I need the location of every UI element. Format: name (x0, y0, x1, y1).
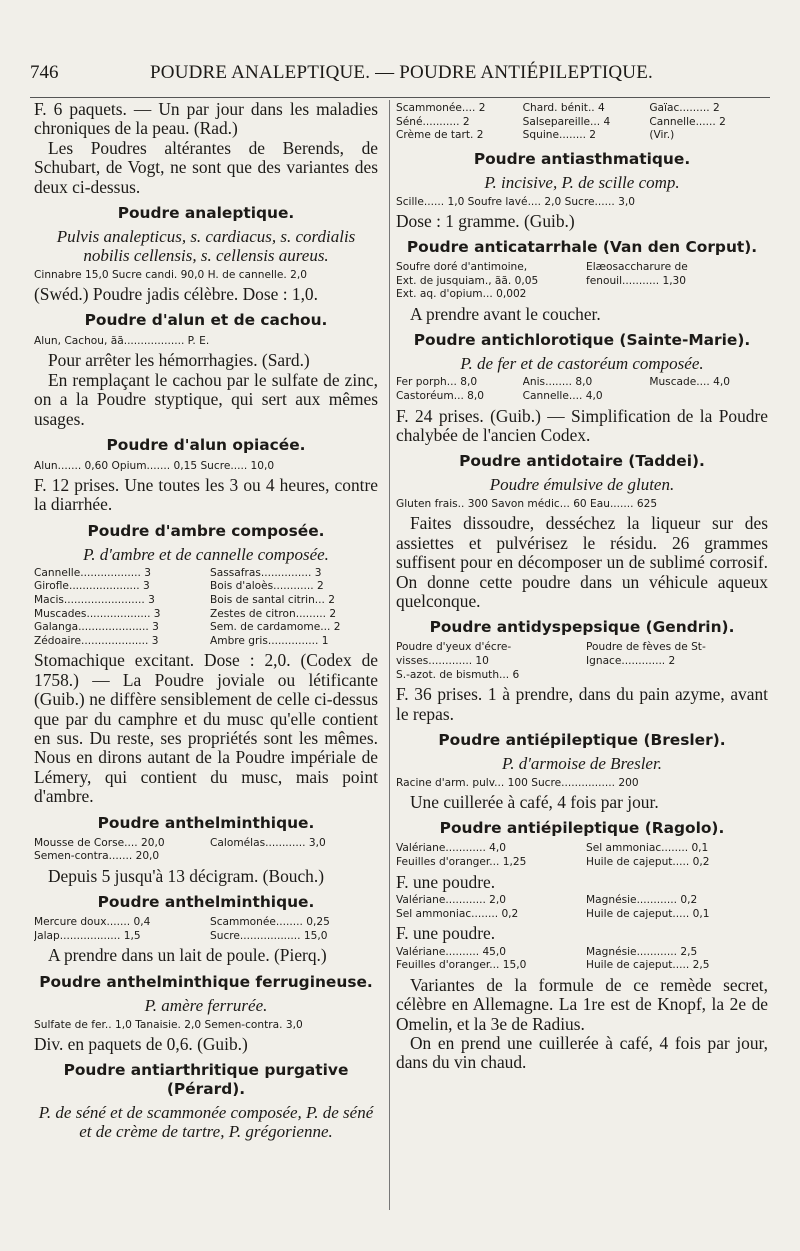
ingredient-cell: Feuilles d'oranger... 15,0 (396, 959, 527, 972)
ingredient-cell: Poudre de fèves de St- (586, 641, 706, 654)
synonyms-line: P. d'armoise de Bresler. (502, 754, 662, 773)
ingredient-cell: Bois de santal citrin... 2 (210, 594, 336, 607)
ingredient-cell: Crème de tart. 2 (396, 129, 484, 142)
ingredient-cell: S.-azot. de bismuth... 6 (396, 668, 520, 681)
formula-table (396, 376, 768, 403)
synonyms-line: P. amère ferrurée. (144, 995, 268, 1015)
ingredient-cell: Bois d'aloès............ 2 (210, 580, 324, 593)
section-heading: Poudre antiasthmatique. (473, 149, 691, 168)
synonyms-line: Poudre émulsive de gluten. (489, 475, 675, 495)
left-column (34, 100, 378, 1144)
formula-table (34, 567, 378, 649)
paragraph: Stomachique excitant. Dose : 2,0. (Codex de 1758.) — La Poudre joviale ou létificante (Guib.) ne diffère sensiblement de celle ci-dessus que par du camphre et du musc qu'elle contient en sus. Du reste, ses propriétés sont les mêmes. Nous en dirons autant de la Poudre impériale de Lémery, qui contient du musc, mais point d'ambre. (34, 650, 378, 807)
formula-table (396, 102, 768, 143)
paragraph: Div. en paquets de 0,6. (Guib.) (34, 1033, 248, 1054)
formula-table (396, 842, 768, 869)
ingredient-cell: Ext. de jusquiam., ãã. 0,05 (396, 274, 539, 287)
ingredient-cell (586, 288, 768, 302)
ingredient-cell: visses............. 10 (396, 655, 489, 667)
ingredient-cell: Huile de cajeput..... 2,5 (586, 959, 710, 972)
ingredient-cell: Muscade.... 4,0 (649, 376, 730, 389)
ingredient-cell: Muscades................... 3 (34, 607, 161, 620)
ingredient-cell: Jalap.................. 1,5 (34, 929, 141, 942)
formula-table (34, 916, 378, 943)
header-rule (30, 97, 770, 98)
section-heading: Poudre antiarthritique purgative (Pérard). (63, 1061, 349, 1099)
section-heading: Poudre antiépileptique (Bresler). (438, 731, 726, 749)
ingredient-cell: fenouil........... 1,30 (586, 274, 687, 287)
ingredient-cell: Anis........ 8,0 (522, 376, 593, 389)
ingredient-cell: Mercure doux....... 0,4 (34, 916, 151, 929)
paragraph: A prendre avant le coucher. (410, 303, 601, 324)
ingredient-cell: Cannelle.................. 3 (34, 566, 151, 579)
ingredient-cell: Salsepareille... 4 (522, 115, 611, 128)
section-heading: Poudre d'alun opiacée. (106, 436, 306, 455)
column-divider (389, 100, 390, 1210)
ingredient-cell: Scammonée........ 0,25 (210, 916, 330, 929)
formula-line: Alun, Cachou, ãã.................. P. E. (34, 335, 210, 348)
paragraph: Variantes de la formule de ce remède secret, célèbre en Allemagne. La 1re est de Knopf, la 2e de Omelin, et la 3e de Radius. (396, 974, 768, 1034)
page-header (30, 62, 770, 92)
synonyms-line: P. de fer et de castoréum composée. (460, 354, 704, 374)
ingredient-cell: Macis........................ 3 (34, 594, 155, 607)
ingredient-cell: (Vir.) (649, 129, 675, 142)
section-heading: Poudre antiépileptique (Ragolo). (439, 819, 725, 838)
formula-line: Alun....... 0,60 Opium....... 0,15 Sucre..... 10,0 (34, 460, 275, 473)
section-heading: Poudre antichlorotique (Sainte-Marie). (413, 331, 751, 350)
ingredient-cell: Huile de cajeput..... 0,2 (586, 856, 710, 868)
formula-table (396, 261, 768, 302)
synonyms-line: Pulvis analepticus, s. cardiacus, s. cordialis nobilis cellensis, s. cellensis aureus. (56, 227, 356, 266)
formula-table (396, 946, 768, 973)
section-heading: Poudre anthelminthique. (97, 813, 315, 832)
paragraph: F. 12 prises. Une toutes les 3 ou 4 heures, contre la diarrhée. (34, 475, 378, 515)
ingredient-cell: Valériane............ 4,0 (396, 842, 507, 855)
ingredient-cell: Valériane............ 2,0 (396, 894, 507, 906)
ingredient-cell: Magnésie............ 0,2 (586, 894, 698, 906)
paragraph: F. 6 paquets. — Un par jour dans les maladies chroniques de la peau. (Rad.) (34, 99, 378, 139)
section-heading: Poudre anticatarrhale (Van den Corput). (406, 238, 758, 257)
ingredient-cell: Elæosaccharure de (586, 261, 688, 274)
ingredient-cell: Galanga..................... 3 (34, 621, 159, 634)
ingredient-cell: Semen-contra....... 20,0 (34, 850, 160, 863)
ingredient-cell: Sel ammoniac........ 0,1 (586, 842, 709, 855)
ingredient-cell: Ignace............. 2 (586, 655, 676, 667)
formula-line: Racine d'arm. pulv... 100 Sucre................ 200 (396, 777, 639, 789)
section-heading: Poudre anthelminthique. (97, 893, 315, 912)
ingredient-cell: Sel ammoniac........ 0,2 (396, 907, 519, 920)
paragraph: Depuis 5 jusqu'à 13 décigram. (Bouch.) (48, 865, 325, 886)
ingredient-cell: Ambre gris............... 1 (210, 634, 329, 647)
ingredient-cell: Girofle..................... 3 (34, 580, 150, 593)
ingredient-cell: Séné........... 2 (396, 115, 470, 128)
paragraph: A prendre dans un lait de poule. (Pierq.) (48, 945, 327, 966)
ingredient-cell: Mousse de Corse.... 20,0 (34, 836, 165, 849)
ingredient-cell: Gaïac......... 2 (649, 102, 720, 114)
paragraph: Une cuillerée à café, 4 fois par jour. (410, 792, 659, 812)
ingredient-cell: Magnésie............ 2,5 (586, 945, 698, 958)
formula-line: Sulfate de fer.. 1,0 Tanaisie. 2,0 Semen-contra. 3,0 (34, 1018, 303, 1031)
ingredient-cell (586, 669, 768, 683)
ingredient-cell: Fer porph... 8,0 (396, 376, 478, 389)
synonyms-line: P. incisive, P. de scille comp. (484, 172, 680, 192)
paragraph: Pour arrêter les hémorrhagies. (Sard.) (48, 350, 310, 371)
ingredient-cell: Cannelle...... 2 (649, 115, 726, 128)
synonyms-line: P. de séné et de scammonée composée, P. de séné et de crème de tartre, P. grégorienne. (38, 1103, 374, 1142)
ingredient-cell: Soufre doré d'antimoine, (396, 261, 528, 274)
section-heading: Poudre d'alun et de cachou. (84, 311, 328, 330)
ingredient-cell: Poudre d'yeux d'écre- (396, 641, 512, 654)
paragraph: Les Poudres altérantes de Berends, de Schubart, de Vogt, ne sont que des variantes des deux ci-dessus. (34, 137, 378, 197)
ingredient-cell: Huile de cajeput..... 0,1 (586, 907, 710, 920)
paragraph: On en prend une cuillerée à café, 4 fois par jour, dans du vin chaud. (396, 1033, 768, 1073)
paragraph: F. 24 prises. (Guib.) — Simplification de la Poudre chalybée de l'ancien Codex. (396, 405, 768, 445)
ingredient-cell: Chard. bénit.. 4 (522, 102, 605, 114)
ingredient-cell: Calomélas............ 3,0 (210, 836, 326, 849)
ingredient-cell: Sucre.................. 15,0 (210, 929, 328, 942)
ingredient-cell: Valériane.......... 45,0 (396, 945, 507, 958)
section-heading: Poudre antidotaire (Taddei). (459, 452, 705, 471)
ingredient-cell: Feuilles d'oranger... 1,25 (396, 856, 527, 868)
running-head: POUDRE ANALEPTIQUE. — POUDRE ANTIÉPILEPTIQUE. (150, 62, 653, 83)
paragraph: F. une poudre. (396, 923, 496, 944)
ingredient-cell: Ext. aq. d'opium... 0,002 (396, 288, 527, 301)
ingredient-cell (210, 850, 378, 864)
synonyms-line: P. d'ambre et de cannelle composée. (83, 544, 329, 564)
paragraph: Dose : 1 gramme. (Guib.) (396, 210, 575, 231)
paragraph: En remplaçant le cachou par le sulfate de zinc, on a la Poudre styptique, qui sert aux mêmes usages. (34, 369, 378, 429)
formula-table (396, 641, 768, 682)
section-heading: Poudre d'ambre composée. (87, 521, 325, 540)
ingredient-cell: Zestes de citron......... 2 (210, 607, 337, 620)
ingredient-cell: Sassafras............... 3 (210, 566, 322, 579)
paragraph: F. une poudre. (396, 871, 496, 892)
formula-table (396, 894, 768, 921)
section-heading: Poudre antidyspepsique (Gendrin). (429, 618, 735, 637)
ingredient-cell: Castoréum... 8,0 (396, 389, 485, 402)
ingredient-cell (649, 390, 768, 404)
paragraph: Faites dissoudre, desséchez la liqueur sur des assiettes et pulvérisez le résidu. 26 grammes suffisent pour en décomposer un de sublimé corrosif. On donne cette poudre dans un véhicule aqueux quelconque. (396, 513, 768, 611)
formula-table (34, 837, 378, 864)
ingredient-cell: Squine........ 2 (522, 129, 597, 142)
formula-line: Scille...... 1,0 Soufre lavé.... 2,0 Sucre...... 3,0 (396, 195, 635, 208)
formula-line: Cinnabre 15,0 Sucre candi. 90,0 H. de cannelle. 2,0 (34, 269, 307, 282)
right-column (396, 100, 768, 1073)
paragraph: F. 36 prises. 1 à prendre, dans du pain azyme, avant le repas. (396, 684, 768, 724)
section-heading: Poudre analeptique. (117, 204, 295, 223)
ingredient-cell: Zédoaire.................... 3 (34, 634, 159, 647)
page-number: 746 (30, 62, 59, 83)
ingredient-cell: Scammonée.... 2 (396, 102, 486, 114)
formula-line: Gluten frais.. 300 Savon médic... 60 Eau....... 625 (396, 498, 658, 511)
ingredient-cell: Sem. de cardamome... 2 (210, 621, 341, 634)
paragraph: (Swéd.) Poudre jadis célèbre. Dose : 1,0. (34, 284, 318, 305)
ingredient-cell: Cannelle.... 4,0 (522, 389, 603, 402)
section-heading: Poudre anthelminthique ferrugineuse. (39, 972, 373, 991)
